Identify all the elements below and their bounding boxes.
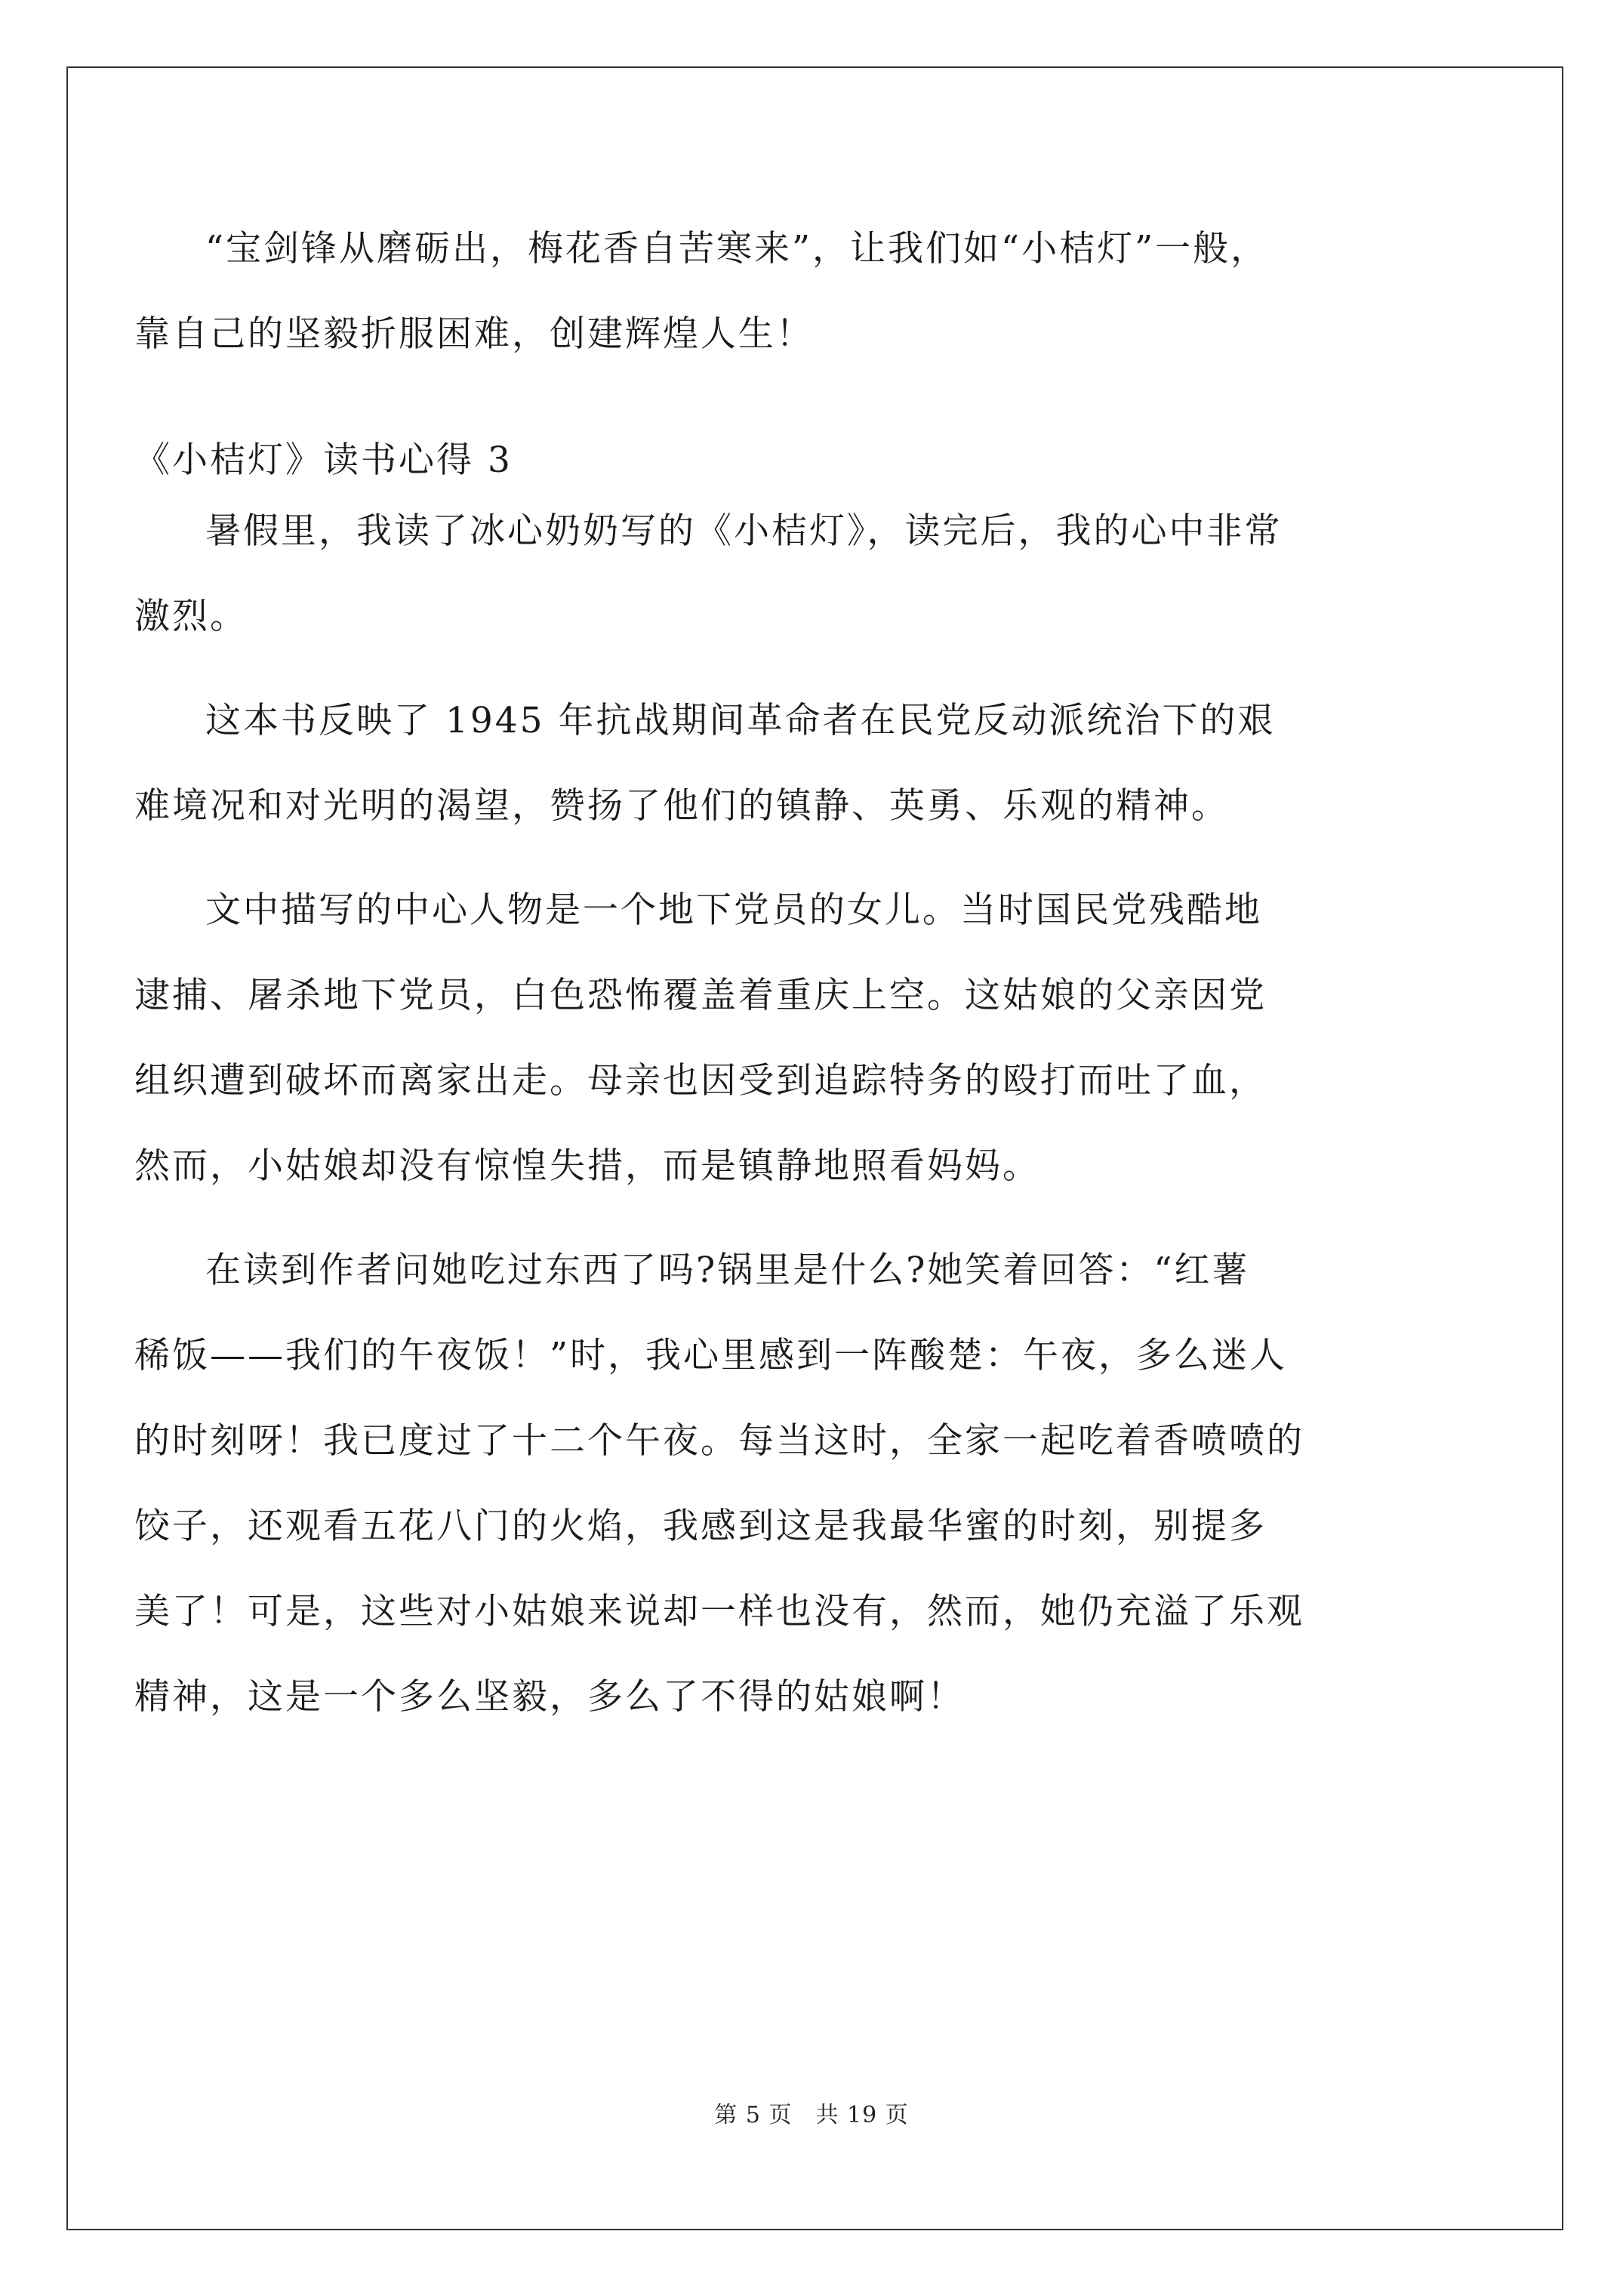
paragraph-line: 然而，小姑娘却没有惊惶失措，而是镇静地照看妈妈。 — [134, 1145, 1040, 1187]
paragraph-line: 难境况和对光明的渴望，赞扬了他们的镇静、英勇、乐观的精神。 — [134, 785, 1229, 827]
paragraph-line: 激烈。 — [134, 596, 248, 637]
paragraph-line: 这本书反映了 1945 年抗战期间革命者在民党反动派统治下的艰 — [205, 700, 1276, 741]
paragraph-line: “宝剑锋从磨砺出，梅花香自苦寒来”，让我们如“小桔灯”一般， — [205, 228, 1269, 270]
paragraph-line: 饺子，还观看五花八门的火焰，我感到这是我最华蜜的时刻，别提多 — [134, 1505, 1267, 1547]
paragraph-line: 暑假里，我读了冰心奶奶写的《小桔灯》，读完后，我的心中非常 — [205, 510, 1283, 552]
paragraph-line: 在读到作者问她吃过东西了吗?锅里是什么?她笑着回答：“红薯 — [205, 1250, 1250, 1291]
paragraph-line: 精神，这是一个多么坚毅，多么了不得的姑娘啊！ — [134, 1676, 965, 1718]
paragraph-line: 稀饭——我们的午夜饭！”时，我心里感到一阵酸楚：午夜，多么迷人 — [134, 1335, 1288, 1376]
paragraph-line: 组织遭到破坏而离家出走。母亲也因受到追踪特务的殴打而吐了血， — [134, 1060, 1267, 1102]
paragraph-line: 美了！可是，这些对小姑娘来说却一样也没有，然而，她仍充溢了乐观 — [134, 1591, 1304, 1632]
section-heading: 《小桔灯》读书心得 3 — [134, 439, 513, 481]
paragraph-line: 靠自己的坚毅折服困难，创建辉煌人生！ — [134, 313, 814, 355]
paragraph-line: 的时刻呀！我已度过了十二个午夜。每当这时，全家一起吃着香喷喷的 — [134, 1420, 1304, 1462]
paragraph-line: 文中描写的中心人物是一个地下党员的女儿。当时国民党残酷地 — [205, 889, 1262, 931]
page-number-footer: 第 5 页 共 19 页 — [714, 2102, 909, 2128]
paragraph-line: 逮捕、屠杀地下党员，白色恐怖覆盖着重庆上空。这姑娘的父亲因党 — [134, 975, 1267, 1016]
